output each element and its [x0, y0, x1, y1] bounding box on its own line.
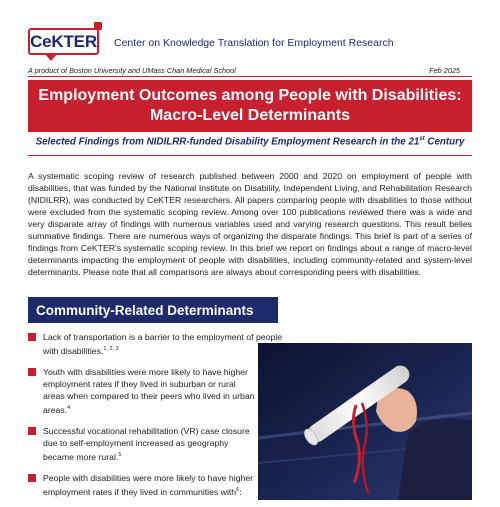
subtitle-tail: Century: [424, 136, 465, 148]
citation-sup: 6: [236, 486, 240, 493]
tagline: A product of Boston University and UMass Chan Medical School: [28, 66, 236, 75]
header-rule: [28, 76, 472, 77]
list-item-text: Lack of transportation is a barrier to the employment of people with disabilities.: [43, 332, 283, 356]
bullet-square-icon: [28, 333, 36, 341]
org-name: Center on Knowledge Translation for Employment Research: [114, 37, 394, 49]
determinants-list: [28, 331, 283, 507]
bullet-square-icon: [28, 368, 36, 376]
subtitle: [28, 136, 472, 147]
citation-sup: 1, 2, 3: [103, 346, 119, 352]
graduation-diploma-photo: [258, 343, 472, 500]
logo-speech-tail-icon: [44, 53, 58, 61]
section-title: Community-Related Determinants: [36, 302, 254, 318]
logo-text: CeKTER: [30, 31, 97, 51]
list-item: [28, 331, 283, 357]
title-line-1: Employment Outcomes among People with Disabilities:: [38, 87, 462, 104]
subtitle-rule: [28, 155, 472, 156]
list-item-text: Youth with disabilities were more likely to have higher employment rates if they lived in suburban or rural areas when compared to their peers who lived in urban areas.: [43, 366, 255, 415]
subtitle-text: Selected Findings from NIDILRR-funded Disability Employment Research in the 21: [35, 136, 420, 148]
list-item: [28, 472, 259, 498]
title-banner: [28, 80, 472, 132]
citation-sup: 4: [67, 404, 71, 411]
list-item-tail: :: [239, 486, 242, 497]
list-item: [28, 425, 259, 463]
cekter-logo: [28, 28, 99, 55]
publication-date: Feb 2025: [429, 66, 460, 75]
bullet-square-icon: [28, 427, 36, 435]
list-item: [28, 366, 259, 416]
section-heading: [28, 297, 278, 323]
diploma-illustration: [258, 343, 472, 500]
title-line-2: Macro-Level Determinants: [149, 107, 351, 124]
bullet-square-icon: [28, 474, 36, 482]
list-item-text: Successful vocational rehabilitation (VR) case closure due to self-employment increased as geography became more rural.: [43, 425, 250, 462]
logo-dot-icon: [94, 22, 102, 30]
subtitle-sup: st: [419, 136, 425, 142]
citation-sup: 5: [118, 451, 122, 458]
intro-paragraph: A systematic scoping review of research published between 2000 and 2020 on employment of people with disabilities, that was funded by the National Institute on Disability, Independent Living, and Rehabilitation Research (NIDILRR), was conducted by CeKTER researchers. All papers comparing people with disabilities to those without were excluded from the systematic scoping review. Among over 100 publications reviewed there was a wide and very disparate array of findings with numerous variables used and varying research questions. This result belies summative findings. There are numerous ways of organizing the disparate findings. This brief is part of a series of findings from CeKTER's systematic scoping review. In this brief we report on findings about a range of macro-level determinants impacting the employment of people with disabilities, including community-related and system-level determinants. Please note that all comparisons are always about corresponding peers with disabilities.: [28, 171, 472, 277]
list-item-text: People with disabilities were more likely to have higher employment rates if they lived in communities with: [43, 472, 254, 497]
